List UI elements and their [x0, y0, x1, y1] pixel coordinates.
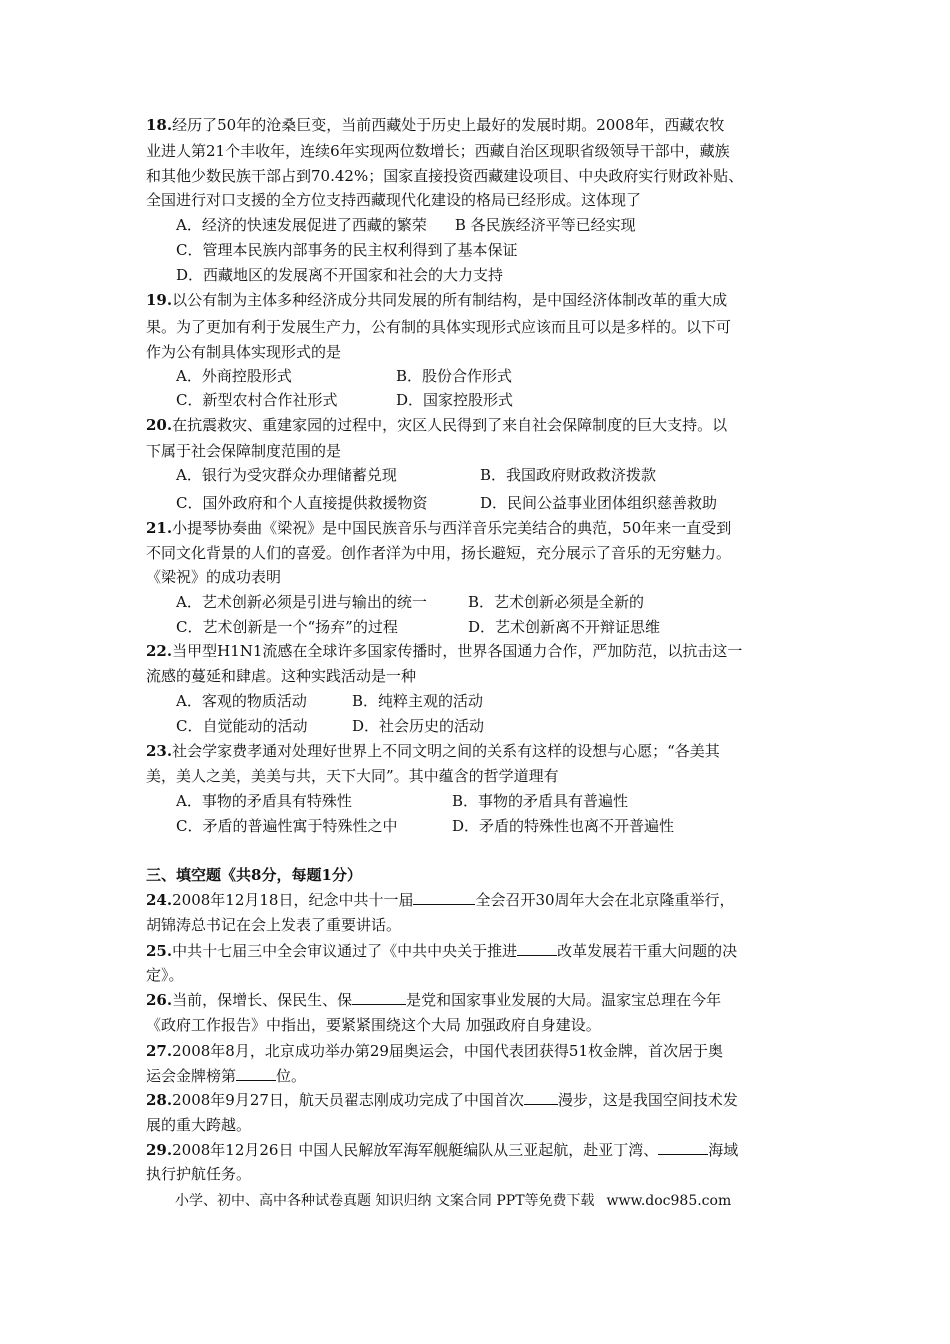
q21-option-a: A．艺术创新必须是引进与输出的统一	[176, 593, 427, 611]
q27-blank	[236, 1066, 276, 1081]
q19-option-d: D．国家控股形式	[396, 391, 514, 409]
q21-option-d: D．艺术创新离不开辩证思维	[468, 618, 661, 636]
q18-options-row-1	[176, 215, 636, 235]
q23-number: 23.	[146, 742, 173, 760]
q21-options-row-2	[176, 617, 660, 637]
q18-line-4: 全国进行对口支援的全方位支持西藏现代化建设的格局已经形成。这体现了	[146, 191, 642, 209]
q28-number: 28.	[146, 1091, 173, 1109]
q21-number: 21.	[146, 519, 173, 537]
q19-options-row-2	[176, 390, 513, 410]
q29-number: 29.	[146, 1141, 173, 1159]
q18-number: 18.	[146, 116, 173, 134]
q19-number: 19.	[146, 291, 173, 309]
q20-options-row-1	[176, 465, 656, 485]
q22-option-d: D．社会历史的活动	[352, 717, 485, 735]
q20-option-c: C．国外政府和个人直接提供救援物资	[176, 494, 428, 512]
q20-number: 20.	[146, 416, 173, 434]
q29-line-1: 29.2008年12月26日 中国人民解放军海军舰艇编队从三亚起航，赴亚丁湾、 海域	[146, 1141, 739, 1159]
q23-line-1: 23.社会学家费孝通对处理好世界上不同文明之间的关系有这样的设想与心愿；“各美其	[146, 742, 720, 760]
q24-line-2: 胡锦涛总书记在会上发表了重要讲话。	[146, 916, 402, 934]
q28-line-2: 展的重大跨越。	[146, 1116, 252, 1134]
q26-blank	[352, 990, 406, 1005]
q23-option-c: C．矛盾的普遍性寓于特殊性之中	[176, 817, 398, 835]
q23-option-a: A．事物的矛盾具有特殊性	[176, 792, 352, 810]
q28-line-1: 28.2008年9月27日，航天员翟志刚成功完成了中国首次 漫步，这是我国空间技术发	[146, 1091, 738, 1109]
q22-option-b: B．纯粹主观的活动	[352, 692, 484, 710]
q22-line-1: 22.当甲型H1N1流感在全球许多国家传播时，世界各国通力合作，严加防范，以抗击这一	[146, 642, 743, 660]
q22-options-row-1	[176, 691, 483, 711]
q22-line-2: 流感的蔓延和肆虐。这种实践活动是一种	[146, 667, 417, 685]
q25-line-2: 定》。	[146, 966, 184, 984]
q22-options-row-2	[176, 716, 484, 736]
q21-line-3: 《梁祝》的成功表明	[146, 568, 282, 586]
q28-blank	[524, 1090, 558, 1105]
q25-blank	[517, 941, 557, 956]
q19-line-3: 作为公有制具体实现形式的是	[146, 343, 342, 361]
q19-options-row-1	[176, 366, 512, 386]
q21-options-row-1	[176, 592, 644, 612]
q20-line-2: 下属于社会保障制度范围的是	[146, 442, 342, 460]
q22-option-c: C．自觉能动的活动	[176, 717, 308, 735]
q21-option-b: B．艺术创新必须是全新的	[468, 593, 645, 611]
q26-line-2: 《政府工作报告》中指出，要紧紧围绕这个大局 加强政府自身建设。	[146, 1016, 601, 1034]
q25-number: 25.	[146, 942, 173, 960]
q18-option-c: C．管理本民族内部事务的民主权利得到了基本保证	[176, 241, 518, 259]
q18-option-d: D．西藏地区的发展离不开国家和社会的大力支持	[176, 266, 504, 284]
q26-number: 26.	[146, 991, 173, 1009]
q18-line-2: 业进人第21个丰收年，连续6年实现两位数增长；西藏自治区现职省级领导干部中，藏族	[146, 142, 730, 160]
q20-option-b: B．我国政府财政救济拨款	[480, 466, 657, 484]
q18-line-1: 18.经历了50年的沧桑巨变，当前西藏处于历史上最好的发展时期。2008年，西藏农牧	[146, 116, 725, 134]
q27-line-1: 27.2008年8月，北京成功举办第29届奥运会，中国代表团获得51枚金牌，首次居于奥	[146, 1042, 724, 1060]
q20-options-row-2	[176, 493, 717, 513]
q19-option-c: C．新型农村合作社形式	[176, 391, 338, 409]
q19-option-b: B．股份合作形式	[396, 367, 513, 385]
q19-option-a: A．外商控股形式	[176, 367, 292, 385]
q18-option-b: B 各民族经济平等已经实现	[454, 216, 636, 234]
q22-number: 22.	[146, 642, 173, 660]
q20-line-1: 20.在抗震救灾、重建家园的过程中，灾区人民得到了来自社会保障制度的巨大支持。以	[146, 416, 728, 434]
q24-number: 24.	[146, 891, 173, 909]
q21-line-1: 21.小提琴协奏曲《梁祝》是中国民族音乐与西洋音乐完美结合的典范，50年来一直受到	[146, 519, 732, 537]
q21-line-2: 不同文化背景的人们的喜爱。创作者洋为中用，扬长避短，充分展示了音乐的无穷魅力。	[146, 544, 732, 562]
q23-line-2: 美，美人之美，美美与共，天下大同”。其中蕴含的哲学道理有	[146, 767, 559, 785]
q23-options-row-2	[176, 816, 674, 836]
q18-line-3: 和其他少数民族干部占到70.42%；国家直接投资西藏建设项目、中央政府实行财政补贴、	[146, 167, 744, 185]
q29-blank	[658, 1140, 708, 1155]
q29-line-2: 执行护航任务。	[146, 1165, 252, 1183]
section-3-title: 三、填空题《共8分，每题1分）	[146, 866, 362, 884]
q23-option-b: B．事物的矛盾具有普遍性	[452, 792, 629, 810]
q27-number: 27.	[146, 1042, 173, 1060]
q24-line-1: 24.2008年12月18日，纪念中共十一届 全会召开30周年大会在北京隆重举行，	[146, 891, 735, 909]
q18-option-a: A．经济的快速发展促进了西藏的繁荣	[176, 216, 427, 234]
footer-url[interactable]: www.doc985.com	[606, 1193, 732, 1209]
q20-option-a: A．银行为受灾群众办理储蓄兑现	[176, 466, 397, 484]
q24-blank	[413, 890, 475, 905]
footer-text: 小学、初中、高中各种试卷真题 知识归纳 文案合同 PPT等免费下载	[175, 1193, 595, 1209]
q23-option-d: D．矛盾的特殊性也离不开普遍性	[452, 817, 675, 835]
q25-line-1: 25.中共十七届三中全会审议通过了《中共中央关于推进 改革发展若干重大问题的决	[146, 942, 738, 960]
q19-line-1: 19.以公有制为主体多种经济成分共同发展的所有制结构，是中国经济体制改革的重大成	[146, 291, 728, 309]
q22-option-a: A．客观的物质活动	[176, 692, 307, 710]
q21-option-c: C．艺术创新是一个“扬弃”的过程	[176, 618, 398, 636]
q26-line-1: 26.当前，保增长、保民生、保 是党和国家事业发展的大局。温家宝总理在今年	[146, 991, 722, 1009]
q20-option-d: D．民间公益事业团体组织慈善救助	[480, 494, 718, 512]
q23-options-row-1	[176, 791, 628, 811]
footer	[175, 1191, 731, 1211]
q27-line-2: 运会金牌榜第 位。	[146, 1067, 307, 1085]
q19-line-2: 果。为了更加有利于发展生产力，公有制的具体实现形式应该而且可以是多样的。以下可	[146, 318, 732, 336]
